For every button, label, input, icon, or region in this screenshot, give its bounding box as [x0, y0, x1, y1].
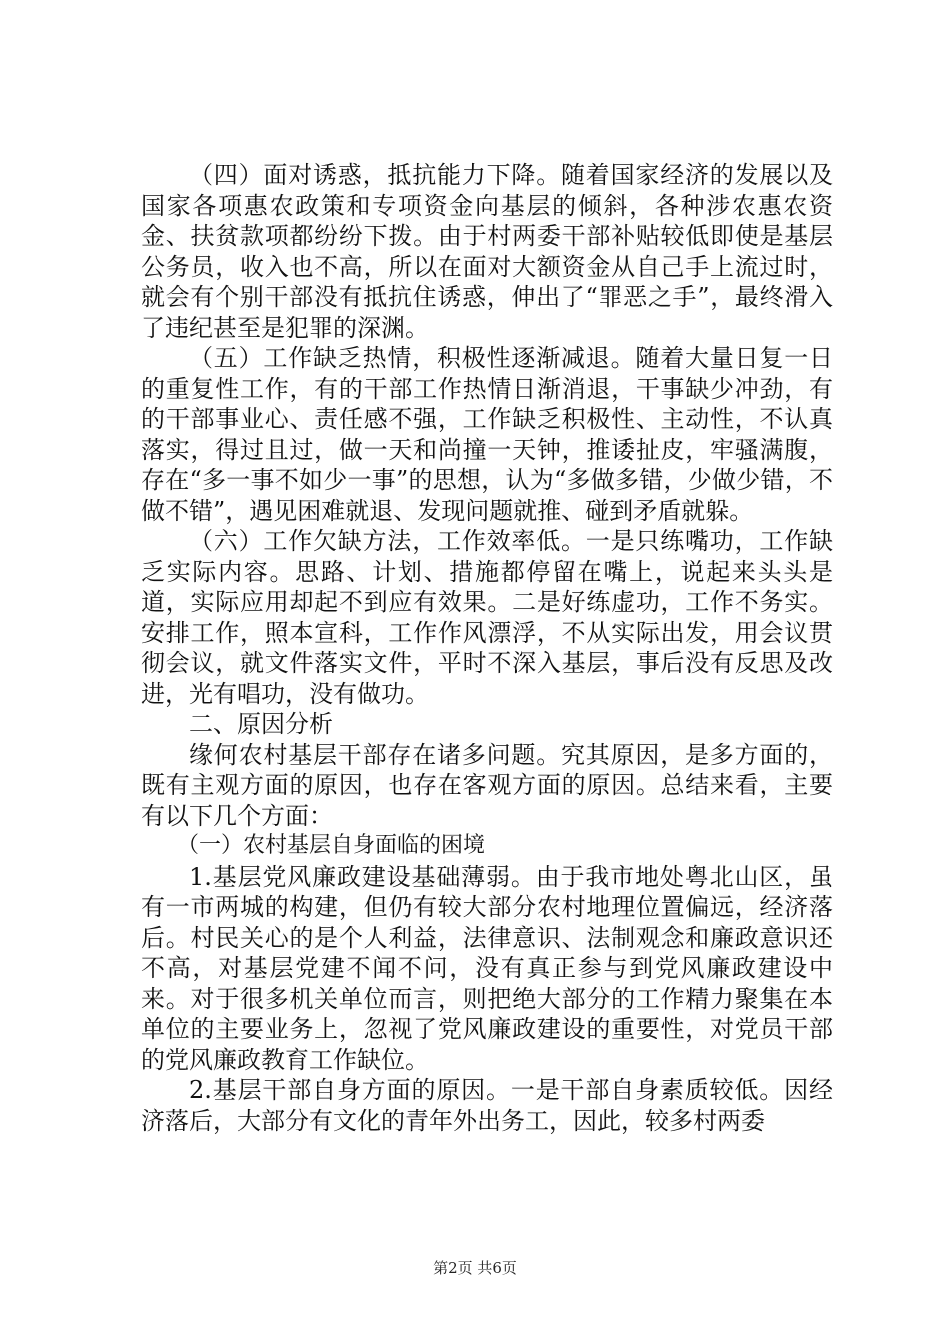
body-text	[141, 160, 833, 1136]
paragraph-six-methods: （六）工作欠缺方法，工作效率低。一是只练嘴功，工作缺乏实际内容。思路、计划、措施都停留在嘴上，说起来头头是道，实际应用却起不到应有效果。二是好练虚功，工作不务实。安排工作，照本宣科，工作作风漂浮，不从实际出发，用会议贯彻会议，就文件落实文件，平时不深入基层，事后没有反思及改进，光有唱功，没有做功。	[141, 527, 833, 708]
subheading-rural-difficulties: （一）农村基层自身面临的困境	[177, 833, 486, 858]
page-footer: 第2页 共6页	[433, 1259, 517, 1277]
section-heading-cause-analysis: 二、原因分析	[189, 710, 333, 738]
paragraph-cause-intro: 缘何农村基层干部存在诸多问题。究其原因，是多方面的，既有主观方面的原因，也存在客观方面的原因。总结来看，主要有以下几个方面：	[141, 740, 833, 830]
paragraph-item-2: 2.基层干部自身方面的原因。一是干部自身素质较低。因经济落后，大部分有文化的青年外出务工，因此，较多村两委	[141, 1076, 833, 1135]
paragraph-five-enthusiasm: （五）工作缺乏热情，积极性逐渐减退。随着大量日复一日的重复性工作，有的干部工作热情日渐消退，干事缺少冲劲，有的干部事业心、责任感不强，工作缺乏积极性、主动性，不认真落实，得过且过，做一天和尚撞一天钟，推诿扯皮，牢骚满腹，存在“多一事不如少一事”的思想，认为“多做多错，少做少错，不做不错”，遇见困难就退、发现问题就推、碰到矛盾就躲。	[141, 344, 833, 525]
paragraph-item-1: 1.基层党风廉政建设基础薄弱。由于我市地处粤北山区，虽有一市两城的构建，但仍有较大部分农村地理位置偏远，经济落后。村民关心的是个人利益，法律意识、法制观念和廉政意识还不高，对基层党建不闻不问，没有真正参与到党风廉政建设中来。对于很多机关单位而言，则把绝大部分的工作精力聚集在本单位的主要业务上，忽视了党风廉政建设的重要性，对党员干部的党风廉政教育工作缺位。	[141, 862, 833, 1074]
paragraph-four-temptation: （四）面对诱惑，抵抗能力下降。随着国家经济的发展以及国家各项惠农政策和专项资金向基层的倾斜，各种涉农惠农资金、扶贫款项都纷纷下拨。由于村两委干部补贴较低即使是基层公务员，收入也不高，所以在面对大额资金从自己手上流过时，就会有个别干部没有抵抗住诱惑，伸出了“罪恶之手”，最终滑入了违纪甚至是犯罪的深渊。	[141, 161, 833, 342]
